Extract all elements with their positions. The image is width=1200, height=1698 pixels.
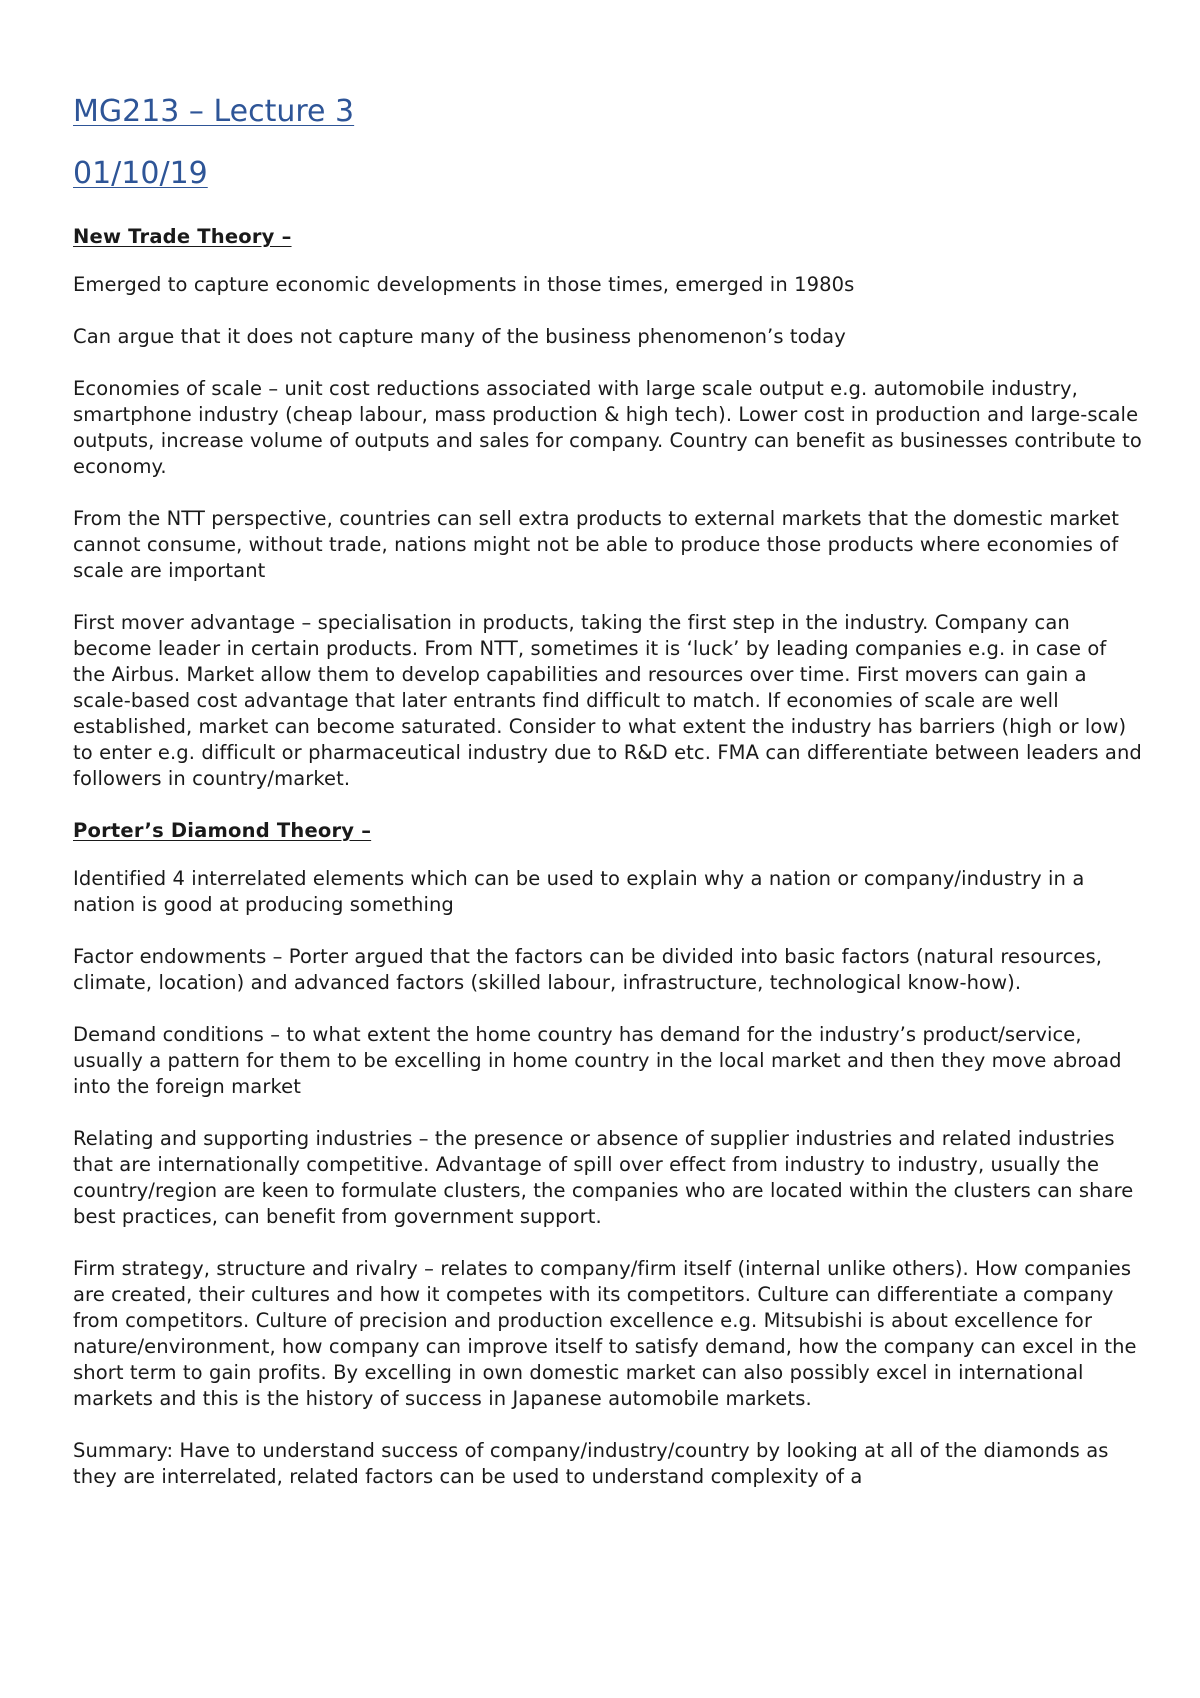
paragraph-economies-of-scale: Economies of scale – unit cost reductions associated with large scale output e.g. automobile industry, smartphone industry (cheap labour, mass production & high tech). Lower cost in production and large-scale outputs, increase volume of outputs and sales for company. Country can benefit as businesses contribute to economy. [73,377,1142,478]
document-title: MG213 – Lecture 3 [73,94,355,129]
paragraph-ntt-emerged: Emerged to capture economic developments in those times, emerged in 1980s [73,273,855,296]
paragraph-summary: Summary: Have to understand success of company/industry/country by looking at all of the diamonds as they are interrelated, related factors can be used to understand complexity of a [73,1439,1109,1488]
paragraph-first-mover-advantage: First mover advantage – specialisation in products, taking the first step in the industry. Company can become leader in certain products. From NTT, sometimes it is ‘luck’ by leading companies e.g. in case of the Airbus. Market allow them to develop capabilities and resources over time. First movers can gain a scale-based cost advantage that later entrants find difficult to match. If economies of scale are well established, market can become saturated. Consider to what extent the industry has barriers (high or low) to enter e.g. difficult or pharmaceutical industry due to R&D etc. FMA can differentiate between leaders and followers in country/market. [73,611,1142,790]
section-heading-new-trade-theory: New Trade Theory – [73,225,292,248]
paragraph-firm-strategy: Firm strategy, structure and rivalry – relates to company/firm itself (internal unlike others). How companies are created, their cultures and how it competes with its competitors. Culture can differentiate a company from competitors. Culture of precision and production excellence e.g. Mitsubishi is about excellence for nature/environment, how company can improve itself to satisfy demand, how the company can excel in the short term to gain profits. By excelling in own domestic market can also possibly excel in international markets and this is the history of success in Japanese automobile markets. [73,1257,1137,1410]
paragraph-ntt-argue: Can argue that it does not capture many of the business phenomenon’s today [73,325,846,348]
document-page [73,92,1143,1490]
section-heading-porters-diamond: Porter’s Diamond Theory – [73,819,372,842]
paragraph-relating-supporting-industries: Relating and supporting industries – the presence or absence of supplier industries and related industries that are internationally competitive. Advantage of spill over effect from industry to industry, usually the country/region are keen to formulate clusters, the companies who are located within the clusters can share best practices, can benefit from government support. [73,1127,1134,1228]
paragraph-factor-endowments: Factor endowments – Porter argued that the factors can be divided into basic factors (natural resources, climate, location) and advanced factors (skilled labour, infrastructure, technological know-how). [73,945,1103,994]
document-date: 01/10/19 [73,156,208,191]
paragraph-demand-conditions: Demand conditions – to what extent the home country has demand for the industry’s product/service, usually a pattern for them to be excelling in home country in the local market and then they move abroad into the foreign market [73,1023,1122,1098]
paragraph-porter-intro: Identified 4 interrelated elements which can be used to explain why a nation or company/industry in a nation is good at producing something [73,867,1085,916]
paragraph-ntt-perspective: From the NTT perspective, countries can sell extra products to external markets that the domestic market cannot consume, without trade, nations might not be able to produce those products where economies of scale are important [73,507,1120,582]
